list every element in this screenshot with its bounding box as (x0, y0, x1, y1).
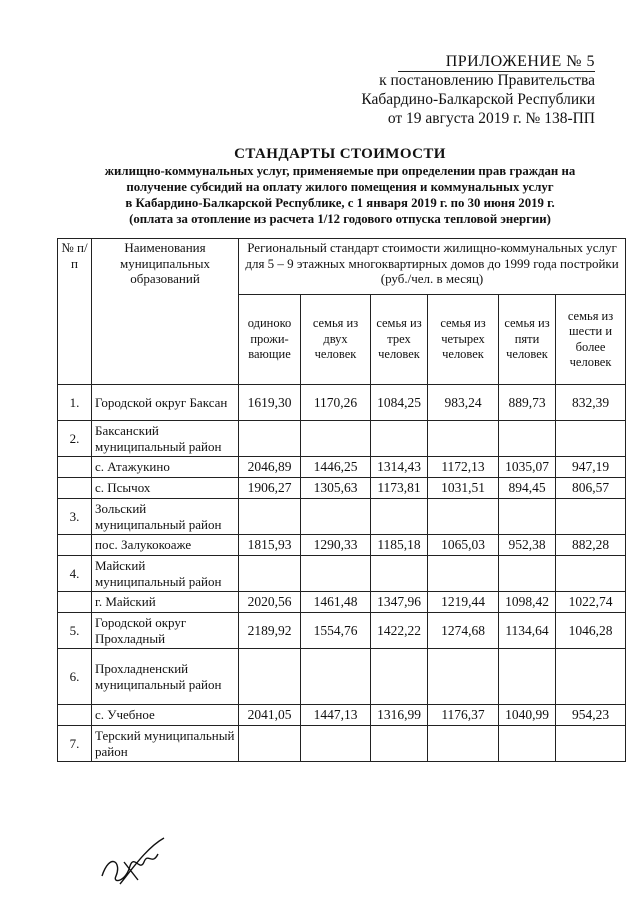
table-row (58, 385, 626, 421)
row-name: Зольский муниципальный район (92, 499, 239, 535)
row-value-col-6: 1022,74 (556, 592, 626, 613)
row-value-col-3 (371, 421, 428, 457)
table-row (58, 478, 626, 499)
row-number: 2. (58, 421, 92, 457)
subtitle-line-4: (оплата за отопление из расчета 1/12 годового отпуска тепловой энергии) (129, 212, 551, 226)
subtitle-line-3: в Кабардино-Балкарской Республике, с 1 января 2019 г. по 30 июня 2019 г. (125, 196, 555, 210)
row-value-col-5 (499, 649, 556, 705)
row-value-col-2: 1290,33 (301, 535, 371, 556)
row-value-col-2 (301, 726, 371, 762)
row-value-col-4 (428, 556, 499, 592)
row-value-col-2 (301, 649, 371, 705)
row-value-col-5: 1040,99 (499, 705, 556, 726)
row-number: 7. (58, 726, 92, 762)
header-name: Наименования муниципальных образований (92, 239, 239, 385)
row-name: пос. Залукокоаже (92, 535, 239, 556)
row-number (58, 457, 92, 478)
row-value-col-3 (371, 726, 428, 762)
row-value-col-4: 983,24 (428, 385, 499, 421)
row-number (58, 478, 92, 499)
row-name: с. Учебное (92, 705, 239, 726)
subtitle-line-2: получение субсидий на оплату жилого помещения и коммунальных услуг (126, 180, 554, 194)
row-value-col-4 (428, 421, 499, 457)
row-value-col-4 (428, 726, 499, 762)
row-name: с. Псычох (92, 478, 239, 499)
header-col-6: семья из шести и более человек (556, 295, 626, 385)
row-value-col-4: 1274,68 (428, 613, 499, 649)
table-row (58, 726, 626, 762)
row-value-col-3: 1347,96 (371, 592, 428, 613)
row-value-col-3 (371, 649, 428, 705)
row-number (58, 705, 92, 726)
row-value-col-5: 1134,64 (499, 613, 556, 649)
row-name: Прохладненский муниципальный район (92, 649, 239, 705)
row-value-col-1: 2020,56 (239, 592, 301, 613)
row-value-col-5: 952,38 (499, 535, 556, 556)
table-row (58, 535, 626, 556)
row-value-col-1 (239, 556, 301, 592)
row-number (58, 592, 92, 613)
appendix-line-2: Кабардино-Балкарской Республики (361, 91, 595, 108)
row-value-col-4: 1065,03 (428, 535, 499, 556)
row-value-col-3 (371, 556, 428, 592)
row-value-col-2: 1554,76 (301, 613, 371, 649)
row-value-col-4: 1172,13 (428, 457, 499, 478)
row-value-col-3: 1422,22 (371, 613, 428, 649)
row-number: 5. (58, 613, 92, 649)
header-num: № п/п (58, 239, 92, 385)
row-name: г. Майский (92, 592, 239, 613)
row-value-col-2: 1446,25 (301, 457, 371, 478)
appendix-block (330, 52, 595, 128)
table-row (58, 613, 626, 649)
row-value-col-3: 1173,81 (371, 478, 428, 499)
row-name: Майский муниципальный район (92, 556, 239, 592)
row-value-col-1 (239, 499, 301, 535)
row-value-col-6: 954,23 (556, 705, 626, 726)
row-value-col-6 (556, 649, 626, 705)
row-value-col-6 (556, 421, 626, 457)
row-value-col-1 (239, 649, 301, 705)
row-value-col-1: 1906,27 (239, 478, 301, 499)
row-value-col-3: 1316,99 (371, 705, 428, 726)
row-value-col-4: 1031,51 (428, 478, 499, 499)
row-value-col-4 (428, 499, 499, 535)
row-value-col-2: 1305,63 (301, 478, 371, 499)
header-col-4: семья из четырех человек (428, 295, 499, 385)
row-name: Терский муниципальный район (92, 726, 239, 762)
row-value-col-5 (499, 421, 556, 457)
row-value-col-2: 1170,26 (301, 385, 371, 421)
table-row (58, 705, 626, 726)
row-value-col-3: 1084,25 (371, 385, 428, 421)
row-value-col-1: 1619,30 (239, 385, 301, 421)
row-value-col-5: 889,73 (499, 385, 556, 421)
subtitle-line-1: жилищно-коммунальных услуг, применяемые при определении прав граждан на (104, 164, 576, 178)
row-value-col-4: 1219,44 (428, 592, 499, 613)
appendix-title: ПРИЛОЖЕНИЕ № 5 (445, 53, 595, 70)
row-name: Баксанский муниципальный район (92, 421, 239, 457)
row-value-col-5: 1035,07 (499, 457, 556, 478)
header-col-5: семья из пяти человек (499, 295, 556, 385)
row-number: 4. (58, 556, 92, 592)
header-group: Региональный стандарт стоимости жилищно-коммунальных услуг для 5 – 9 этажных многоквартирных домов до 1999 года постройки (руб./чел. в месяц) (239, 239, 626, 295)
row-value-col-6: 882,28 (556, 535, 626, 556)
row-value-col-1: 1815,93 (239, 535, 301, 556)
table-header-row (58, 239, 626, 295)
row-value-col-6 (556, 726, 626, 762)
signature-mark (100, 832, 170, 892)
row-value-col-3: 1314,43 (371, 457, 428, 478)
row-value-col-2: 1461,48 (301, 592, 371, 613)
row-name: Городской округ Прохладный (92, 613, 239, 649)
row-value-col-6: 806,57 (556, 478, 626, 499)
row-value-col-1: 2046,89 (239, 457, 301, 478)
row-value-col-1: 2189,92 (239, 613, 301, 649)
row-value-col-3 (371, 499, 428, 535)
header-col-2: семья из двух человек (301, 295, 371, 385)
row-name: с. Атажукино (92, 457, 239, 478)
row-value-col-3: 1185,18 (371, 535, 428, 556)
row-value-col-1 (239, 421, 301, 457)
row-value-col-6: 1046,28 (556, 613, 626, 649)
row-value-col-6: 947,19 (556, 457, 626, 478)
row-number: 3. (58, 499, 92, 535)
row-value-col-5: 894,45 (499, 478, 556, 499)
row-value-col-6: 832,39 (556, 385, 626, 421)
row-value-col-1: 2041,05 (239, 705, 301, 726)
row-value-col-2 (301, 421, 371, 457)
row-value-col-2 (301, 556, 371, 592)
appendix-line-1: к постановлению Правительства (379, 72, 595, 89)
table-row (58, 421, 626, 457)
header-col-3: семья из трех человек (371, 295, 428, 385)
row-value-col-4 (428, 649, 499, 705)
row-number: 1. (58, 385, 92, 421)
document-title: СТАНДАРТЫ СТОИМОСТИ (234, 146, 446, 162)
row-value-col-5 (499, 726, 556, 762)
row-value-col-2 (301, 499, 371, 535)
row-value-col-6 (556, 499, 626, 535)
document-subtitle (40, 163, 640, 227)
row-value-col-4: 1176,37 (428, 705, 499, 726)
row-value-col-5 (499, 556, 556, 592)
header-col-1: одиноко прожи-вающие (239, 295, 301, 385)
row-value-col-2: 1447,13 (301, 705, 371, 726)
row-value-col-6 (556, 556, 626, 592)
appendix-line-3: от 19 августа 2019 г. № 138-ПП (387, 110, 595, 127)
table-row (58, 457, 626, 478)
row-number: 6. (58, 649, 92, 705)
standards-table (57, 238, 626, 762)
row-value-col-5 (499, 499, 556, 535)
row-value-col-5: 1098,42 (499, 592, 556, 613)
table-row (58, 592, 626, 613)
table-row (58, 499, 626, 535)
row-value-col-1 (239, 726, 301, 762)
row-name: Городской округ Баксан (92, 385, 239, 421)
appendix-underline (398, 71, 595, 72)
row-number (58, 535, 92, 556)
table-row (58, 649, 626, 705)
table-row (58, 556, 626, 592)
